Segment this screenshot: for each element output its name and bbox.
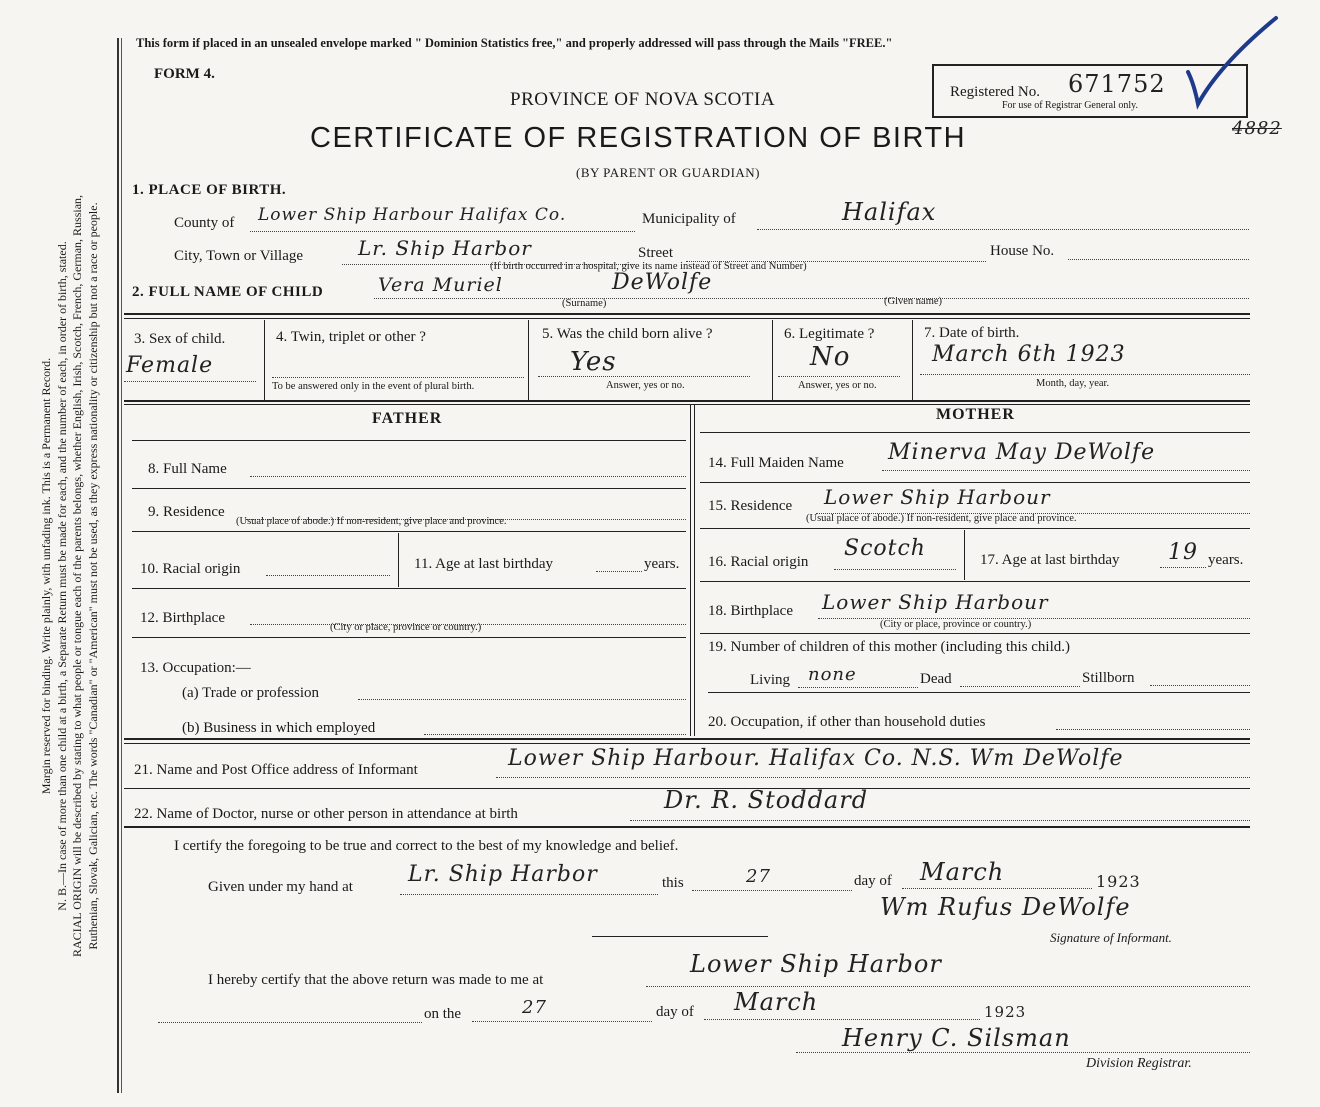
twin-label: 4. Twin, triplet or other ? <box>276 329 426 345</box>
twin-note: To be answered only in the event of plural birth. <box>272 381 475 392</box>
dob-label: 7. Date of birth. <box>924 325 1020 341</box>
mother-racial-value: Scotch <box>844 536 926 561</box>
this-label: this <box>662 875 684 891</box>
document-subtitle: (BY PARENT OR GUARDIAN) <box>576 165 761 180</box>
margin-line-2: N. B.—In case of more than one child at a birth, a Separate Return must be made for each, and the number of each, in order of birth, stated. <box>54 241 69 911</box>
mother-residence-label: 15. Residence <box>708 498 793 514</box>
mother-name-value: Minerva May DeWolfe <box>888 440 1156 465</box>
mother-occupation-label: 20. Occupation, if other than household duties <box>708 714 986 730</box>
father-business-label: (b) Business in which employed <box>182 720 376 736</box>
checkmark-icon <box>1180 14 1280 114</box>
certify-year-value: 1923 <box>1096 872 1141 891</box>
corner-mark: 4882 <box>1232 118 1282 139</box>
mother-name-label: 14. Full Maiden Name <box>708 455 844 471</box>
given-place-value: Lr. Ship Harbor <box>408 862 598 887</box>
registrar-year-value: 1923 <box>984 1003 1027 1021</box>
dead-label: Dead <box>920 671 952 687</box>
informant-value: Lower Ship Harbour. Halifax Co. N.S. Wm DeWolfe <box>508 746 1124 771</box>
father-age-unit: years. <box>644 556 680 572</box>
father-birthplace-note: (City or place, province or country.) <box>330 622 482 633</box>
city-value: Lr. Ship Harbor <box>358 236 532 260</box>
street-label: Street <box>638 245 673 261</box>
father-trade-label: (a) Trade or profession <box>182 685 320 701</box>
registrar-caption: Division Registrar. <box>1086 1056 1192 1071</box>
child-given-value: Vera Muriel <box>378 274 503 296</box>
certify-statement: I certify the foregoing to be true and correct to the best of my knowledge and belief. <box>174 838 679 854</box>
alive-label: 5. Was the child born alive ? <box>542 326 713 342</box>
registrar-day-of-label: day of <box>656 1004 694 1020</box>
informant-label: 21. Name and Post Office address of Informant <box>134 762 418 778</box>
binding-rule <box>117 38 119 1093</box>
father-racial-label: 10. Racial origin <box>140 561 241 577</box>
city-label: City, Town or Village <box>174 248 304 264</box>
margin-line-1: Margin reserved for binding. Write plainly, with unfading ink. This is a Permanent Record. <box>39 357 53 795</box>
mother-age-unit: years. <box>1208 552 1244 568</box>
living-value: none <box>808 664 857 685</box>
registrar-on-the-label: on the <box>424 1006 462 1022</box>
binding-rule-inner <box>121 38 122 1093</box>
mother-birthplace-value: Lower Ship Harbour <box>822 590 1049 614</box>
informant-signature-caption: Signature of Informant. <box>1050 930 1172 945</box>
hospital-note: (If birth occurred in a hospital, give its name instead of Street and Number) <box>490 261 807 272</box>
informant-signature: Wm Rufus DeWolfe <box>880 893 1131 921</box>
registrar-day-value: 27 <box>522 997 547 1018</box>
doctor-label: 22. Name of Doctor, nurse or other person in attendance at birth <box>134 806 518 822</box>
dob-value: March 6th 1923 <box>932 342 1126 367</box>
father-residence-note: (Usual place of abode.) If non-resident, give place and province. <box>236 516 507 527</box>
sex-label: 3. Sex of child. <box>134 331 226 347</box>
mother-racial-label: 16. Racial origin <box>708 554 809 570</box>
certify-day-of-label: day of <box>854 873 892 889</box>
father-birthplace-label: 12. Birthplace <box>140 610 225 626</box>
child-surname-value: DeWolfe <box>612 270 713 295</box>
mother-birthplace-label: 18. Birthplace <box>708 603 793 619</box>
legitimate-value: No <box>810 342 851 372</box>
registrar-note: For use of Registrar General only. <box>1002 100 1138 111</box>
municipality-label: Municipality of <box>642 211 736 227</box>
alive-value: Yes <box>570 347 617 377</box>
given-under-label: Given under my hand at <box>208 879 353 895</box>
registrar-statement: I hereby certify that the above return was made to me at <box>208 972 544 988</box>
father-residence-label: 9. Residence <box>148 504 225 520</box>
doctor-value: Dr. R. Stoddard <box>664 786 869 814</box>
mother-children-label: 19. Number of children of this mother (including this child.) <box>708 639 1071 655</box>
legitimate-note: Answer, yes or no. <box>798 380 877 391</box>
stillborn-label: Stillborn <box>1082 670 1135 686</box>
sex-value: Female <box>126 353 214 378</box>
registered-label: Registered No. <box>950 84 1040 100</box>
mother-residence-note: (Usual place of abode.) If non-resident, give place and province. <box>806 513 1077 524</box>
registered-number: 671752 <box>1068 70 1166 98</box>
certify-month-value: March <box>920 858 1005 886</box>
alive-note: Answer, yes or no. <box>606 380 685 391</box>
father-age-label: 11. Age at last birthday <box>414 556 553 572</box>
certify-day-value: 27 <box>746 866 771 887</box>
municipality-value: Halifax <box>842 198 937 226</box>
father-name-label: 8. Full Name <box>148 461 227 477</box>
registrar-signature: Henry C. Silsman <box>842 1024 1071 1052</box>
registrar-place-value: Lower Ship Harbor <box>690 950 942 978</box>
mother-birthplace-note: (City or place, province or country.) <box>880 619 1032 630</box>
province-heading: PROVINCE OF NOVA SCOTIA <box>510 89 776 110</box>
margin-line-3: RACIAL ORIGIN will be described by stating to what people or tongue each of the parents belongs, whether English, Irish, Scotch, French, German, Russian, <box>70 194 84 958</box>
registrar-month-value: March <box>734 988 819 1016</box>
child-name-label: 2. FULL NAME OF CHILD <box>132 284 324 300</box>
county-value: Lower Ship Harbour Halifax Co. <box>258 205 567 225</box>
given-caption: (Given name) <box>884 296 943 307</box>
mother-age-value: 19 <box>1168 540 1198 565</box>
mother-residence-value: Lower Ship Harbour <box>824 485 1051 509</box>
document-title: CERTIFICATE OF REGISTRATION OF BIRTH <box>310 122 967 154</box>
legitimate-label: 6. Legitimate ? <box>784 326 875 342</box>
living-label: Living <box>750 672 790 688</box>
mother-heading: MOTHER <box>936 406 1015 423</box>
mother-age-label: 17. Age at last birthday <box>980 552 1120 568</box>
surname-caption: (Surname) <box>562 298 607 309</box>
place-of-birth-heading: 1. PLACE OF BIRTH. <box>132 182 287 198</box>
margin-instructions <box>39 76 101 1076</box>
county-label: County of <box>174 215 235 231</box>
mail-notice: This form if placed in an unsealed envelope marked " Dominion Statistics free," and properly addressed will pass through the Mails "FREE." <box>136 36 893 50</box>
form-number: FORM 4. <box>154 66 215 82</box>
margin-line-4: Ruthenian, Slovak, Galician, etc. The words "Canadian" or "American" must not be used, as they express nationality or citizenship but not a race or people. <box>85 202 100 950</box>
father-heading: FATHER <box>372 410 443 427</box>
house-label: House No. <box>990 243 1055 259</box>
father-occupation-label: 13. Occupation:— <box>140 660 251 676</box>
dob-note: Month, day, year. <box>1036 378 1110 389</box>
